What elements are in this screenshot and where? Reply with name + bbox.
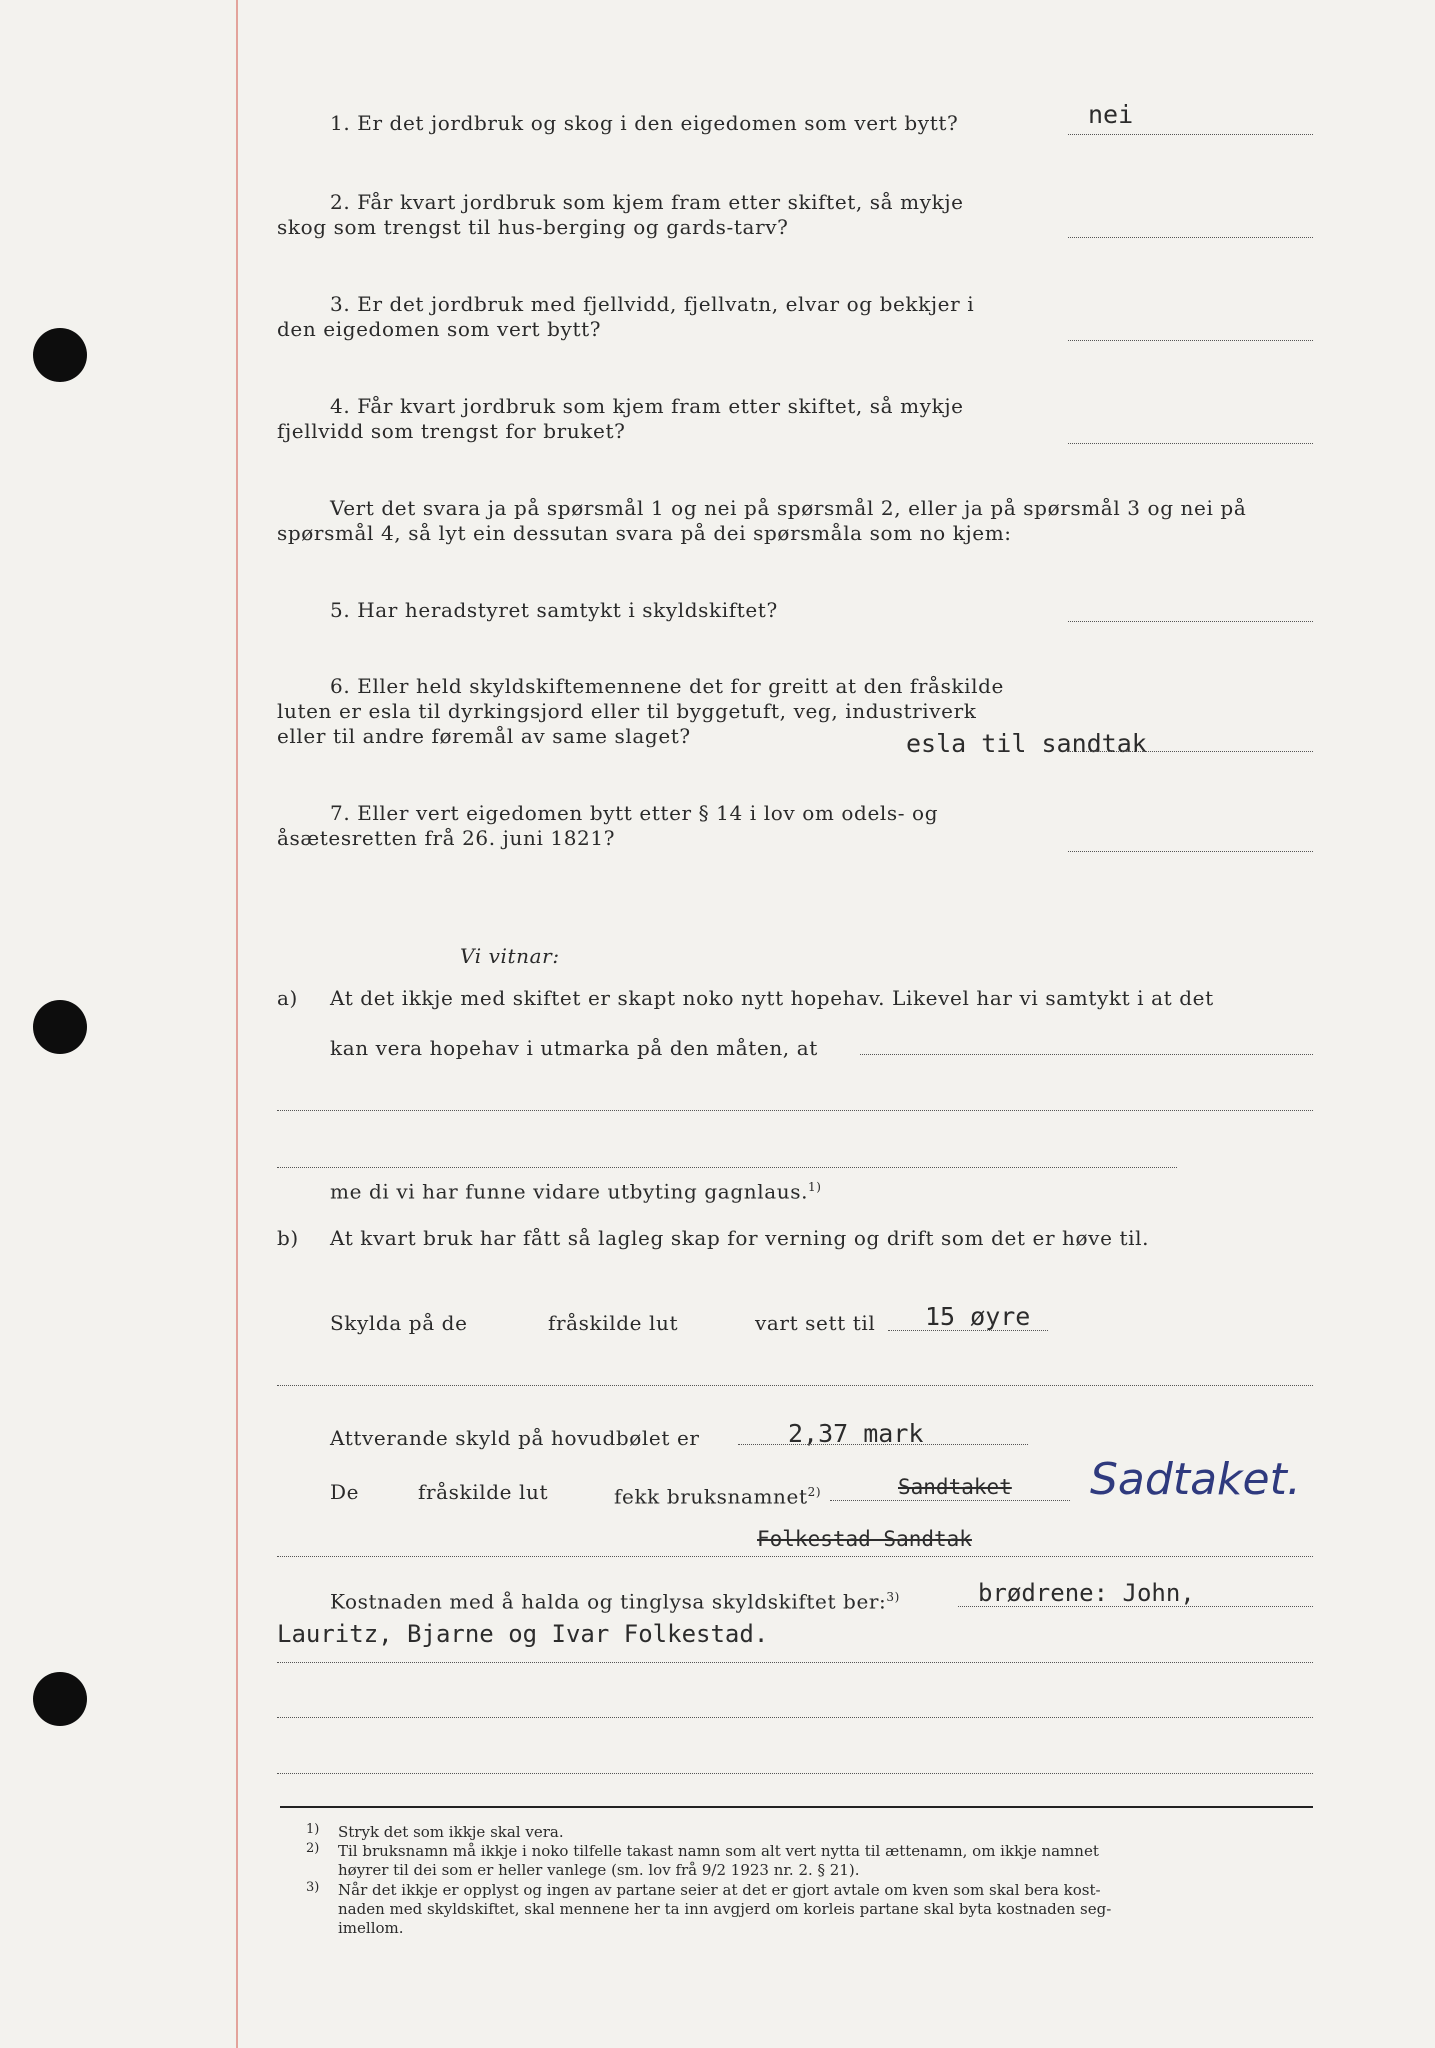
witness-a-line-1: At det ikkje med skiftet er skapt noko nytt hopehav. Likevel har vi samtykt i at det xyxy=(330,986,1214,1010)
answer-line xyxy=(1068,134,1313,135)
answer-line xyxy=(1068,851,1313,852)
fill-line xyxy=(277,1556,1313,1557)
question-4-line-1: 4. Får kvart jordbruk som kjem fram etter skiftet, så mykje xyxy=(330,394,964,418)
footnote-3-line-1: Når det ikkje er opplyst og ingen av partane seier at det er gjort avtale om kven som skal bera kost- xyxy=(338,1881,1101,1899)
fill-line xyxy=(277,1167,1177,1168)
bruksnamn-label-2: fråskilde lut xyxy=(418,1480,549,1504)
answer-line xyxy=(1068,443,1313,444)
question-2-line-1: 2. Får kvart jordbruk som kjem fram etter skiftet, så mykje xyxy=(330,190,964,214)
fill-line xyxy=(738,1444,1028,1445)
footnote-2-mark: 2) xyxy=(306,1841,320,1856)
kostnad-value-1: brødrene: John, xyxy=(978,1579,1195,1607)
bruksnamn-struck-2: Folkestad Sandtak xyxy=(757,1527,972,1551)
answer-line xyxy=(1068,237,1313,238)
skyld-label-1: Skylda på de xyxy=(330,1311,468,1335)
answer-line xyxy=(1068,340,1313,341)
question-2-line-2: skog som trengst til hus-berging og gards-tarv? xyxy=(277,215,789,239)
intro-line-1: Vert det svara ja på spørsmål 1 og nei på spørsmål 2, eller ja på spørsmål 3 og nei på xyxy=(330,496,1247,520)
fill-line xyxy=(277,1717,1313,1718)
footnote-3-mark: 3) xyxy=(306,1880,320,1895)
answer-6: esla til sandtak xyxy=(906,729,1147,758)
remaining-value: 2,37 mark xyxy=(788,1419,924,1448)
witness-heading: Vi vitnar: xyxy=(460,944,560,968)
fill-line xyxy=(277,1385,1313,1386)
question-5: 5. Har heradstyret samtykt i skyldskiftet? xyxy=(330,598,778,622)
fill-line xyxy=(888,1330,1048,1331)
footnote-1-mark: 1) xyxy=(306,1822,320,1837)
question-6-line-3: eller til andre føremål av same slaget? xyxy=(277,724,691,748)
question-4-line-2: fjellvidd som trengst for bruket? xyxy=(277,419,626,443)
witness-a-line-3: me di vi har funne vidare utbyting gagnlaus.$^{1)}$ xyxy=(330,1179,822,1204)
question-7-line-1: 7. Eller vert eigedomen bytt etter § 14 i lov om odels- og xyxy=(330,801,939,825)
question-7-line-2: åsætesretten frå 26. juni 1821? xyxy=(277,826,616,850)
witness-b-line: At kvart bruk har fått så lagleg skap for verning og drift som det er høve til. xyxy=(330,1226,1150,1250)
skyld-label-2: fråskilde lut xyxy=(548,1311,679,1335)
bruksnamn-label-1: De xyxy=(330,1480,360,1504)
margin-line xyxy=(236,0,238,2048)
question-6-line-2: luten er esla til dyrkingsjord eller til byggetuft, veg, industriverk xyxy=(277,699,977,723)
footnote-3-line-3: imellom. xyxy=(338,1919,404,1937)
skyld-label-3: vart sett til xyxy=(755,1311,876,1335)
fill-line xyxy=(958,1606,1313,1607)
footnote-2-line-2: høyrer til dei som er heller vanlege (sm. lov frå 9/2 1923 nr. 2. § 21). xyxy=(338,1861,860,1879)
bruksnamn-handwritten: Sadtaket. xyxy=(1090,1454,1301,1505)
answer-line xyxy=(1068,751,1313,752)
bruksnamn-struck: Sandtaket xyxy=(898,1475,1012,1499)
witness-a-line-2: kan vera hopehav i utmarka på den måten, at xyxy=(330,1036,818,1060)
punch-hole xyxy=(33,1000,87,1054)
remaining-label: Attverande skyld på hovudbølet er xyxy=(330,1426,700,1450)
punch-hole xyxy=(33,1672,87,1726)
witness-b-label: b) xyxy=(277,1226,299,1250)
fill-line xyxy=(277,1110,1313,1111)
kostnad-label: Kostnaden med å halda og tinglysa skyldskiftet ber:$^{3)}$ xyxy=(330,1589,900,1614)
footnote-3-line-2: naden med skyldskiftet, skal mennene her ta inn avgjerd om korleis partane skal byta kostnaden seg- xyxy=(338,1900,1112,1918)
question-3-line-1: 3. Er det jordbruk med fjellvidd, fjellvatn, elvar og bekkjer i xyxy=(330,292,975,316)
kostnad-value-2: Lauritz, Bjarne og Ivar Folkestad. xyxy=(277,1620,769,1648)
witness-a-label: a) xyxy=(277,986,298,1010)
question-3-line-2: den eigedomen som vert bytt? xyxy=(277,317,602,341)
footnote-1: Stryk det som ikkje skal vera. xyxy=(338,1823,564,1841)
skyld-value: 15 øyre xyxy=(925,1302,1031,1331)
answer-1: nei xyxy=(1088,100,1134,129)
footnote-rule xyxy=(280,1806,1313,1808)
question-1: 1. Er det jordbruk og skog i den eigedomen som vert bytt? xyxy=(330,111,959,135)
answer-line xyxy=(1068,621,1313,622)
footnote-2-line-1: Til bruksnamn må ikkje i noko tilfelle takast namn som alt vert nytta til ættenamn, om ikkje namnet xyxy=(338,1842,1099,1860)
punch-hole xyxy=(33,328,87,382)
fill-line xyxy=(860,1054,1313,1055)
fill-line xyxy=(830,1500,1070,1501)
fill-line xyxy=(277,1662,1313,1663)
question-6-line-1: 6. Eller held skyldskiftemennene det for greitt at den fråskilde xyxy=(330,674,1004,698)
intro-line-2: spørsmål 4, så lyt ein dessutan svara på dei spørsmåla som no kjem: xyxy=(277,521,1012,545)
bruksnamn-label-3: fekk bruksnamnet$^{2)}$ xyxy=(614,1484,822,1509)
fill-line xyxy=(277,1773,1313,1774)
